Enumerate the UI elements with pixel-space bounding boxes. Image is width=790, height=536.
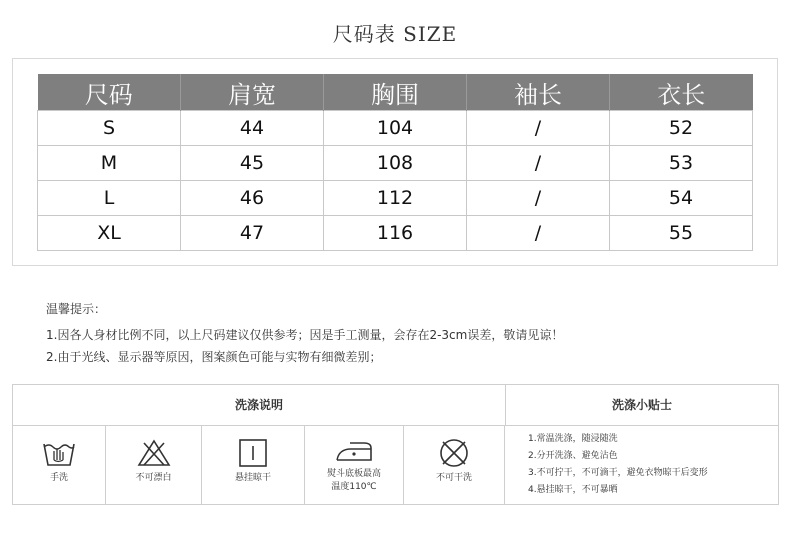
table-cell: 104 xyxy=(324,111,467,146)
size-table xyxy=(37,74,753,251)
tip-line: 1.因各人身材比例不同，以上尺码建议仅供参考；因是手工测量，会存在2-3cm误差，敬请见谅！ xyxy=(46,328,564,342)
hang-dry-icon xyxy=(235,438,271,468)
table-row xyxy=(38,181,753,216)
table-cell: S xyxy=(38,111,181,146)
page-title: 尺码表 SIZE xyxy=(332,22,458,46)
wash-tips-list xyxy=(528,431,708,499)
wash-item-hang-dry xyxy=(202,426,305,504)
table-cell: 55 xyxy=(610,216,753,251)
header-sleeve: 袖长 xyxy=(467,74,610,111)
no-dry-clean-icon xyxy=(436,438,472,468)
table-cell: 46 xyxy=(181,181,324,216)
table-cell: 116 xyxy=(324,216,467,251)
table-cell: XL xyxy=(38,216,181,251)
wash-item-label: 手洗 xyxy=(49,473,68,483)
wash-instructions-title: 洗涤说明 xyxy=(13,385,506,426)
iron-icon xyxy=(334,438,374,464)
table-cell: 45 xyxy=(181,146,324,181)
table-cell: / xyxy=(467,216,610,251)
wash-item-iron xyxy=(305,426,404,504)
header-length: 衣长 xyxy=(610,74,753,111)
table-cell: M xyxy=(38,146,181,181)
wash-item-label-line2: 温度110℃ xyxy=(331,482,377,492)
list-item: 3.不可拧干，不可滴干，避免衣物晾干后变形 xyxy=(528,468,708,478)
wash-item-no-bleach xyxy=(106,426,202,504)
wash-item-hand-wash xyxy=(13,426,106,504)
table-row xyxy=(38,216,753,251)
header-shoulder: 肩宽 xyxy=(181,74,324,111)
table-cell: L xyxy=(38,181,181,216)
list-item: 1.常温洗涤，随浸随洗 xyxy=(528,434,618,444)
table-cell: 52 xyxy=(610,111,753,146)
tip-line: 2.由于光线、显示器等原因，图案颜色可能与实物有细微差别； xyxy=(46,350,382,364)
table-cell: 53 xyxy=(610,146,753,181)
wash-item-label: 熨斗底板最高 xyxy=(326,469,381,479)
wash-tips-title: 洗涤小贴士 xyxy=(506,385,778,426)
wash-item-label: 悬挂晾干 xyxy=(234,473,271,483)
table-cell: / xyxy=(467,181,610,216)
table-cell: 44 xyxy=(181,111,324,146)
table-row xyxy=(38,146,753,181)
table-row xyxy=(38,111,753,146)
list-item: 4.悬挂晾干，不可暴晒 xyxy=(528,485,618,495)
wash-item-no-dry-clean xyxy=(404,426,505,504)
table-cell: / xyxy=(467,146,610,181)
size-table-header-row xyxy=(38,74,753,111)
tips-section xyxy=(46,298,563,368)
table-cell: 47 xyxy=(181,216,324,251)
header-size: 尺码 xyxy=(38,74,181,111)
list-item: 2.分开洗涤、避免沾色 xyxy=(528,451,618,461)
table-cell: / xyxy=(467,111,610,146)
hand-wash-icon xyxy=(41,438,77,468)
no-bleach-icon xyxy=(136,438,172,468)
wash-item-label: 不可漂白 xyxy=(135,473,172,483)
table-cell: 54 xyxy=(610,181,753,216)
tips-title: 温馨提示： xyxy=(46,302,107,316)
wash-item-label: 不可干洗 xyxy=(435,473,472,483)
table-cell: 108 xyxy=(324,146,467,181)
header-chest: 胸围 xyxy=(324,74,467,111)
table-cell: 112 xyxy=(324,181,467,216)
